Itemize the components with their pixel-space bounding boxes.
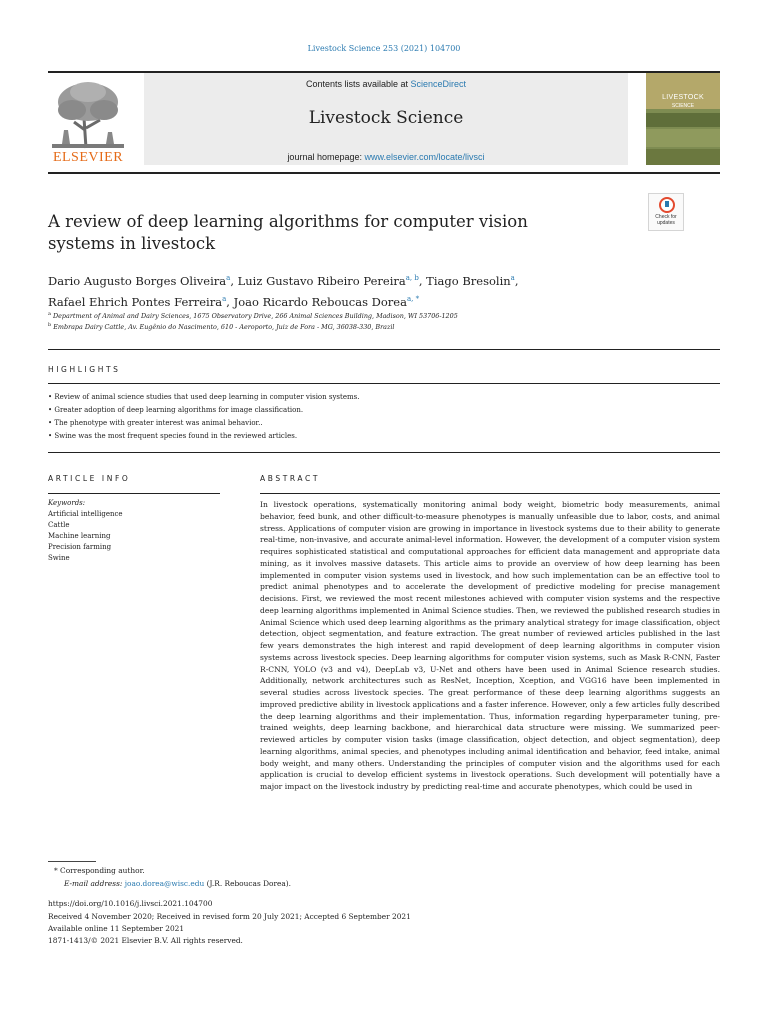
author-list [48, 269, 688, 311]
highlight-item: • Greater adoption of deep learning algorithms for image classification. [48, 406, 304, 414]
check-for-updates-button[interactable] [648, 193, 684, 231]
highlight-item: • Swine was the most frequent species found in the reviewed articles. [48, 432, 298, 440]
author-separator: , [226, 294, 234, 309]
affiliation-mark: b [48, 322, 52, 328]
publisher-wordmark: ELSEVIER [52, 150, 124, 165]
email-link[interactable]: joao.dorea@wisc.edu [124, 879, 205, 888]
check-updates-icon [659, 197, 675, 213]
citation-link[interactable]: Livestock Science 253 (2021) 104700 [307, 44, 461, 53]
author-affiliation-mark[interactable]: a, * [406, 294, 420, 303]
highlights-list [48, 391, 708, 443]
highlight-item: • The phenotype with greater interest was animal behavior.. [48, 419, 263, 427]
email-line [64, 879, 291, 888]
keywords-label: Keywords: [48, 499, 86, 507]
author-affiliation-mark[interactable]: a [226, 274, 231, 282]
author-name[interactable]: Dario Augusto Borges Oliveira [48, 273, 227, 288]
sciencedirect-link[interactable]: ScienceDirect [410, 79, 467, 89]
cover-title: LIVESTOCK [662, 94, 704, 101]
keyword: Machine learning [48, 532, 111, 540]
highlight-item: • Review of animal science studies that used deep learning in computer vision systems. [48, 393, 360, 401]
cover-photo-strip [646, 113, 720, 127]
affiliation-text: Embrapa Dairy Cattle, Av. Eugênio do Nascimento, 610 - Aeroporto, Juiz de Fora - MG, 36038-330, Brazil [53, 323, 395, 332]
footnote-rule [48, 861, 96, 862]
available-online-date: Available online 11 September 2021 [48, 924, 185, 933]
copyright-line: 1871-1413/© 2021 Elsevier B.V. All rights reserved. [48, 936, 243, 945]
affiliation-mark: a [48, 311, 51, 317]
keywords-list [48, 509, 123, 564]
highlights-under-rule [48, 383, 720, 384]
highlights-heading: HIGHLIGHTS [48, 365, 121, 374]
author-separator: , [514, 273, 519, 288]
corresponding-author-note: * Corresponding author. [54, 866, 145, 875]
author-name[interactable]: Rafael Ehrich Pontes Ferreira [48, 294, 223, 309]
cover-photo-strip [646, 129, 720, 147]
abstract-text: In livestock operations, systematically monitoring animal body weight, biometric body measurements, animal behavior, feed bunk, and other difficult-to-measure phenotypes is manually unfeasible due to labor, costs, and animal stress. Applications of computer vision are growing in importance in livestock systems due to their ability to generate real-time, non-invasive, and accurate animal-level information. However, the development of a computer vision system requires sophisticated statistical and computational approaches for efficient data management and appropriate data mining, as it involves massive datasets. This article aims to provide an overview of how deep learning has been implemented in computer vision systems used in livestock, and how such implementation can be an effective tool to predict animal phenotypes and to accelerate the development of predictive modeling for precise management decisions. First, we reviewed the most recent milestones achieved with computer vision systems and the respective deep learning algorithms implemented in Animal Science studies. Then, we reviewed the published research studies in Animal Science which used deep learning algorithms as the primary analytical strategy for image classification, object detection, object segmentation, and feature extraction. The great number of reviewed articles published in the last few years demonstrates the high interest and rapid development of deep learning algorithms in computer vision systems across livestock species. Deep learning algorithms for computer vision systems, such as Mask R-CNN, Faster R-CNN, YOLO (v3 and v4), DeepLab v3, U-Net and others have been used in Animal Science research studies. Additionally, network architectures such as ResNet, Inception, Xception, and VGG16 have been implemented in several studies across livestock species. The great performance of these deep learning algorithms suggests an improved predictive ability in livestock applications and a faster inference. However, only a few articles fully described the deep learning algorithms and their implementation. Thus, information regarding hyperparameter tuning, pre-trained weights, deep learning backbone, and hierarchical data structure were missing. We summarized peer-reviewed articles by computer vision tasks (image classification, object detection, and object segmentation), deep learning algorithms, animal species, and phenotypes including animal identification and behavior, feed intake, animal body weight, and many others. Understanding the principles of computer vision and the algorithms used for each application is crucial to develop efficient systems in livestock operations. Such development will potentially have a major impact on the livestock industry by predicting real-time and accurate phenotypes, which could be used in [260, 500, 720, 791]
cover-photo-strip [646, 149, 720, 165]
homepage-prefix: journal homepage: [287, 152, 365, 162]
affiliation-b [48, 322, 688, 331]
article-title: A review of deep learning algorithms for computer vision systems in livestock [48, 212, 528, 253]
author-line-2 [48, 290, 688, 311]
highlights-bottom-rule [48, 452, 720, 453]
contents-prefix: Contents lists available at [305, 79, 411, 89]
author-affiliation-mark[interactable]: a [510, 274, 515, 282]
journal-homepage-link[interactable]: www.elsevier.com/locate/livsci [364, 152, 485, 162]
author-line-1 [48, 269, 688, 290]
author-separator: , [418, 273, 427, 288]
keyword: Artificial intelligence [48, 510, 123, 518]
email-label: E-mail address: [64, 879, 125, 888]
affiliation-text: Department of Animal and Dairy Sciences, 1675 Observatory Drive, 266 Animal Sciences Building, Madison, WI 53706-1205 [53, 312, 458, 321]
author-name[interactable]: Joao Ricardo Reboucas Dorea [233, 294, 407, 309]
author-affiliation-mark[interactable]: a [222, 294, 227, 303]
keyword: Precision farming [48, 543, 112, 551]
affiliation-a [48, 311, 688, 320]
check-updates-label: Check for updates [655, 214, 677, 226]
keyword: Cattle [48, 521, 70, 529]
email-suffix: (J.R. Reboucas Dorea). [204, 879, 292, 888]
author-affiliation-mark[interactable]: a, b [405, 274, 419, 282]
article-info-heading: ARTICLE INFO [48, 474, 131, 483]
keyword: Swine [48, 554, 70, 562]
cover-subtitle: SCIENCE [671, 103, 695, 109]
journal-homepage [144, 152, 628, 162]
doi-link[interactable]: https://doi.org/10.1016/j.livsci.2021.104700 [48, 899, 213, 908]
received-dates: Received 4 November 2020; Received in revised form 20 July 2021; Accepted 6 September 2021 [48, 912, 411, 921]
header-bottom-rule [48, 172, 720, 174]
author-name[interactable]: Luiz Gustavo Ribeiro Pereira [237, 273, 406, 288]
contents-line [144, 79, 628, 89]
journal-title: Livestock Science [308, 108, 464, 128]
author-separator: , [230, 273, 238, 288]
journal-cover-image [646, 73, 720, 165]
abstract-rule [260, 493, 720, 494]
author-name[interactable]: Tiago Bresolin [426, 273, 511, 288]
highlights-top-rule [48, 349, 720, 350]
abstract-heading: ABSTRACT [260, 474, 321, 483]
article-info-rule [48, 493, 220, 494]
